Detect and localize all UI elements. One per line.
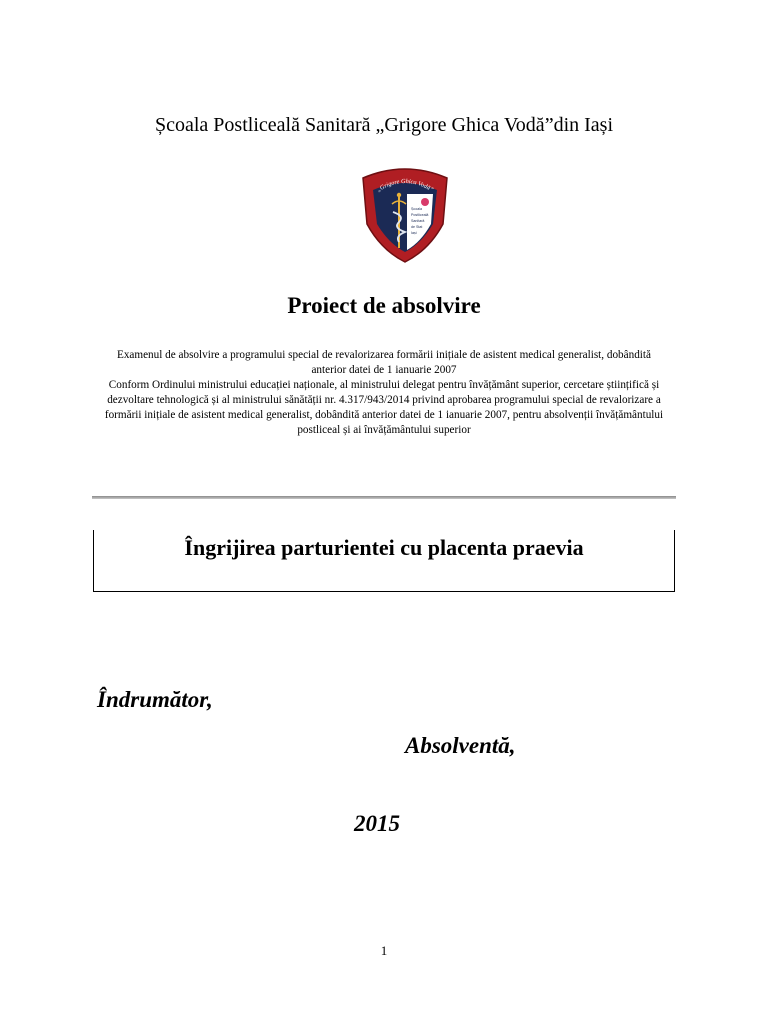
exam-info	[100, 348, 668, 438]
school-name: Școala Postliceală Sanitară „Grigore Ghica Vodă”din Iași	[155, 114, 613, 136]
project-title: Proiect de absolvire	[287, 293, 481, 318]
logo-arc-text: „Grigore Ghica Vodă”	[375, 177, 435, 194]
topic-title: Îngrijirea parturientei cu placenta praevia	[184, 535, 584, 560]
school-logo	[359, 164, 451, 264]
svg-text:Școala: Școala	[411, 207, 422, 211]
exam-info-paragraph-1: Examenul de absolvire a programului special de revalorizarea formării inițiale de asistent medical generalist, dobândită anterior datei de 1 ianuarie 2007	[117, 349, 651, 376]
graduate-label: Absolventă,	[405, 733, 516, 758]
exam-info-paragraph-2: Conform Ordinului ministrului educației naționale, al ministrului delegat pentru învățământ superior, cercetare științifică și dezvoltare tehnologică și al ministrului sănătății nr. 4.317/943/2014 privind aprobarea programului special de revalorizare a formării inițiale de asistent medical generalist, dobândită anterior datei de 1 ianuarie 2007, pentru absolvenții învățământului postliceal și ai învățământului superior	[104, 379, 664, 436]
svg-text:Postliceală: Postliceală	[411, 213, 429, 217]
svg-text:de Stat: de Stat	[411, 225, 423, 229]
supervisor-label: Îndrumător,	[97, 687, 213, 712]
svg-text:Iași: Iași	[411, 231, 417, 235]
logo-flower-icon	[421, 198, 429, 206]
page-number: 1	[380, 943, 388, 958]
year: 2015	[354, 811, 400, 836]
svg-text:Sanitară: Sanitară	[411, 219, 425, 223]
divider	[92, 496, 676, 499]
